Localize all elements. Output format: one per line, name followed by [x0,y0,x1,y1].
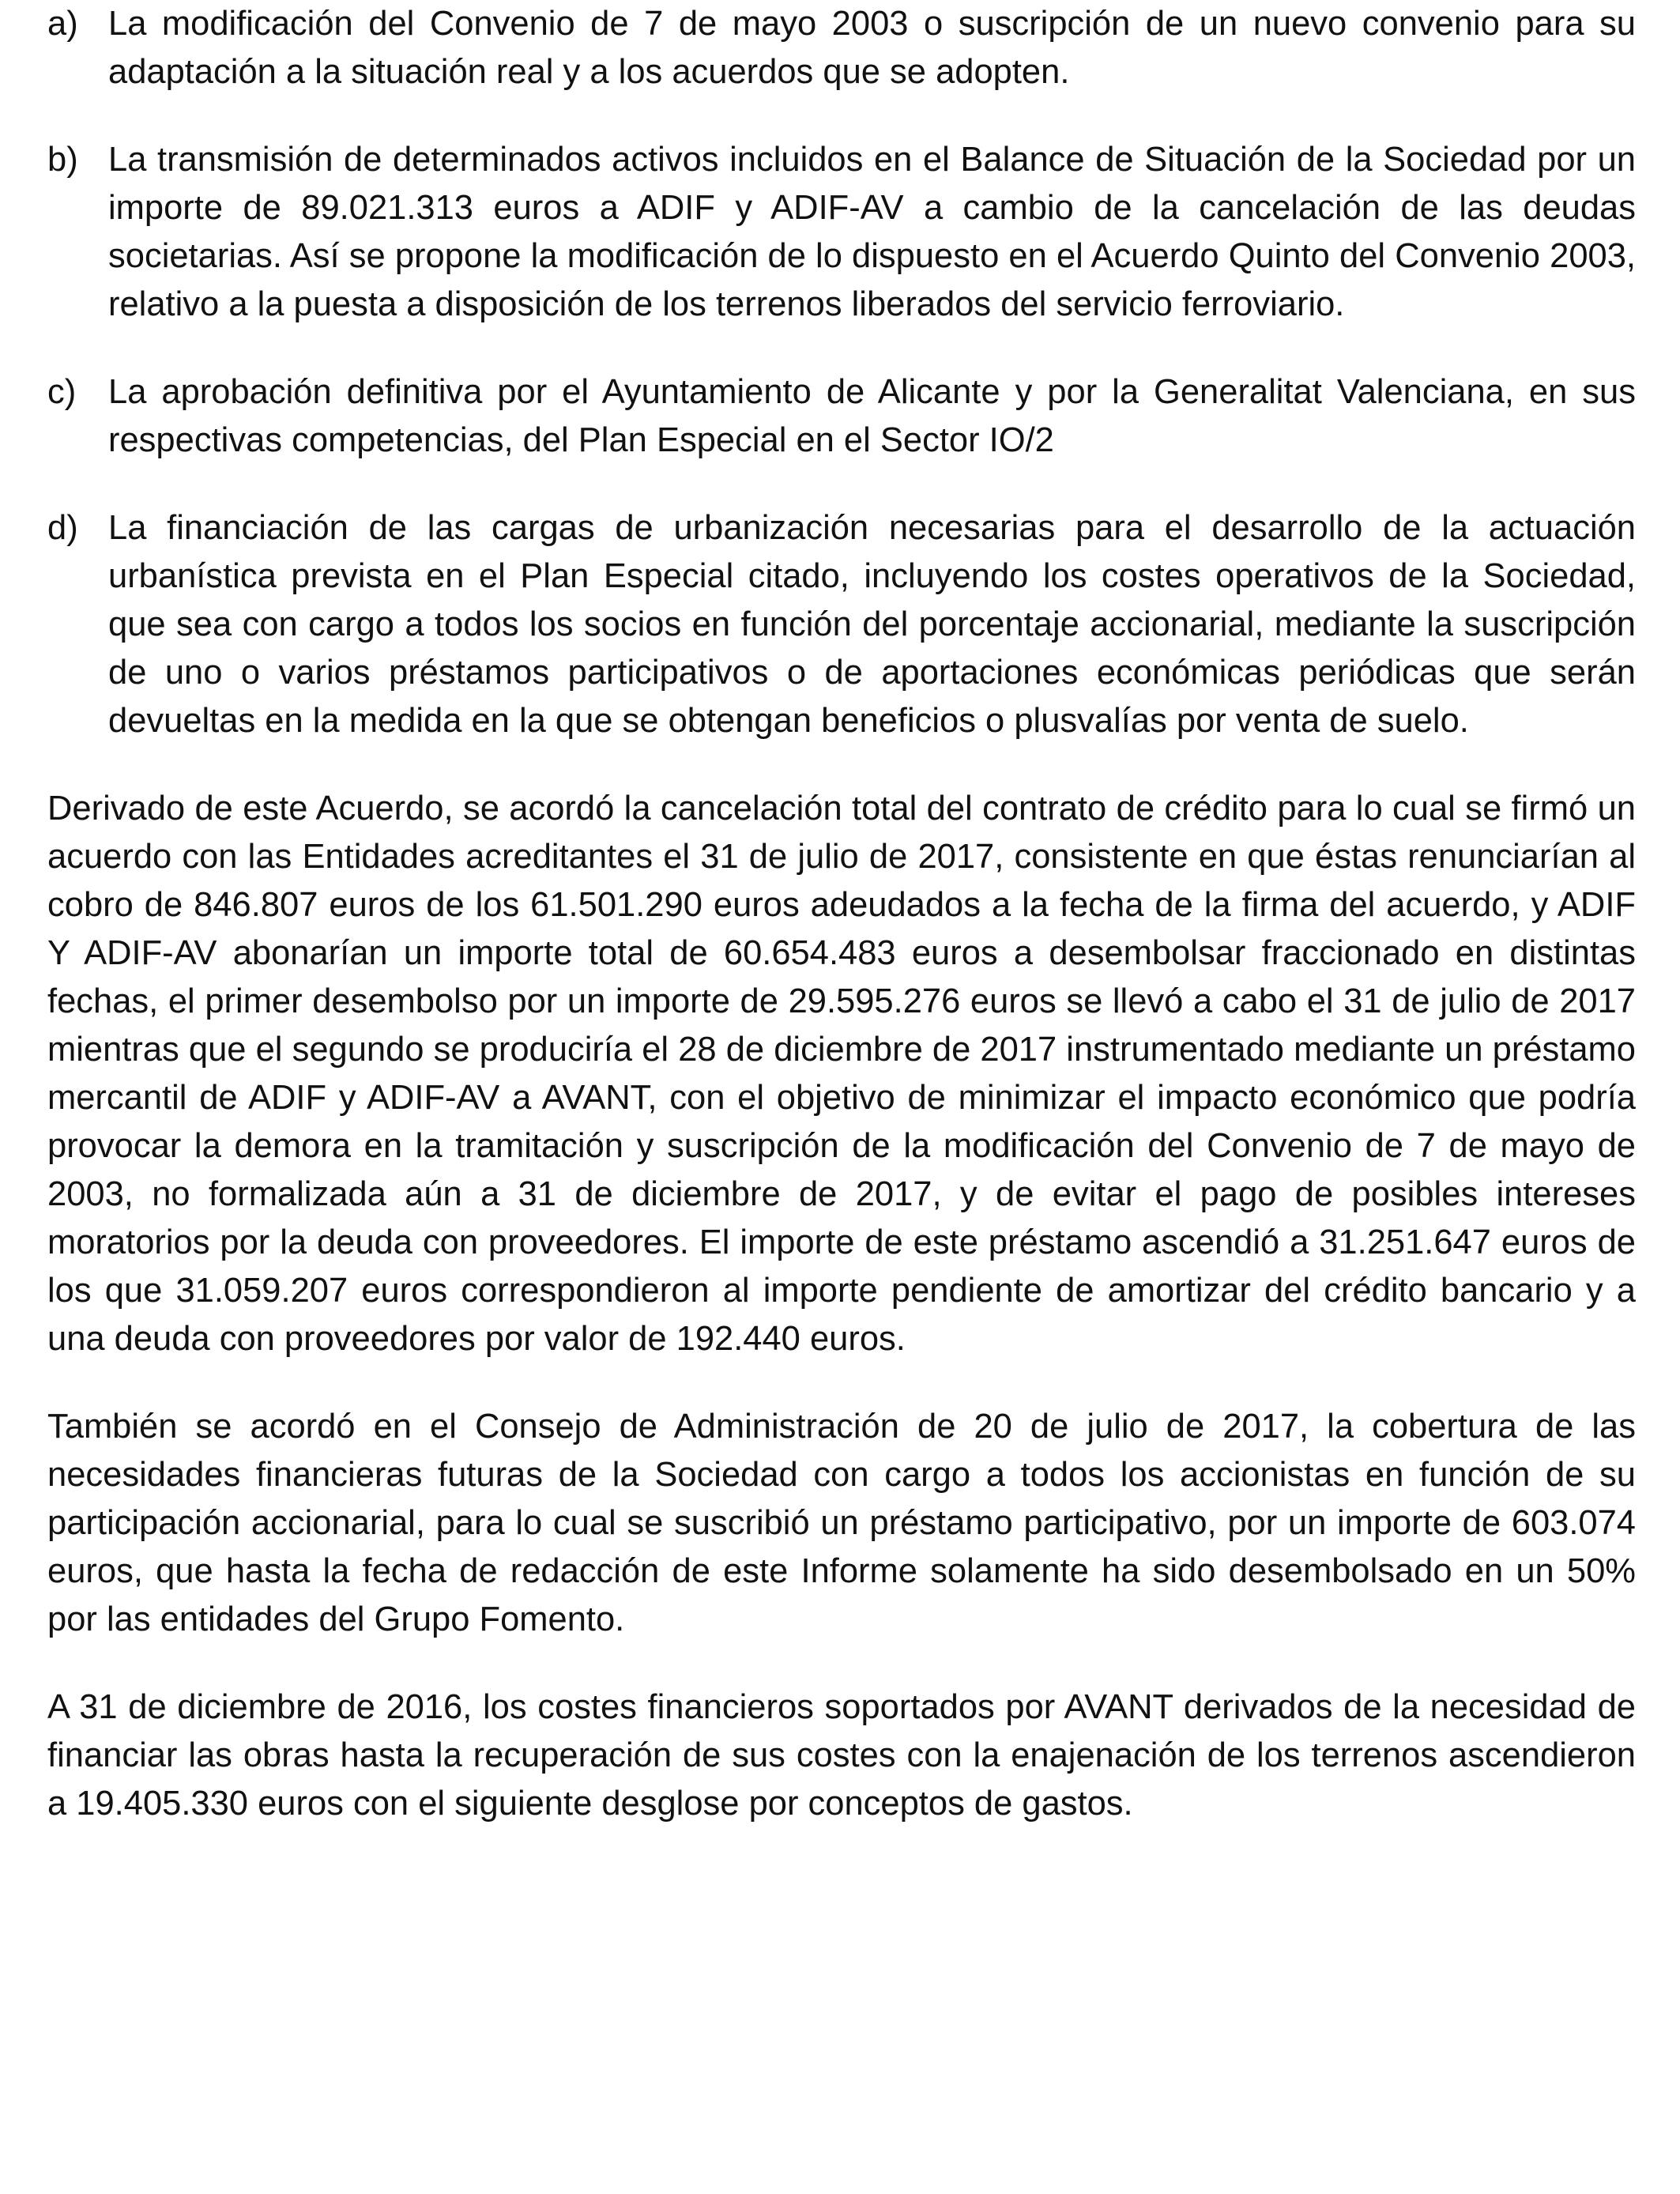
list-item-d [47,504,1636,745]
list-marker: b) [47,141,78,179]
document-page [47,0,1636,1868]
list-item-text: La transmisión de determinados activos incluidos en el Balance de Situación de la Sociedad por un importe de 89.021.313 euros a ADIF y ADIF-AV a cambio de la cancelación de las deudas societarias. Así se propone la modificación de lo dispuesto en el Acuerdo Quinto del Convenio 2003, relativo a la puesta a disposición de los terrenos liberados del servicio ferroviario. [108,141,1636,323]
list-marker: d) [47,509,78,547]
list-item-text: La financiación de las cargas de urbanización necesarias para el desarrollo de la actuación urbanística prevista en el Plan Especial citado, incluyendo los costes operativos de la Sociedad, que sea con cargo a todos los socios en función del porcentaje accionarial, mediante la suscripción de uno o varios préstamos participativos o de aportaciones económicas periódicas que serán devueltas en la medida en la que se obtengan beneficios o plusvalías por venta de suelo. [108,509,1636,740]
list-marker: c) [47,373,77,411]
paragraph-participative-loan: También se acordó en el Consejo de Administración de 20 de julio de 2017, la cobertura de las necesidades financieras futuras de la Sociedad con cargo a todos los accionistas en función de su participación accionarial, para lo cual se suscribió un préstamo participativo, por un importe de 603.074 euros, que hasta la fecha de redacción de este Informe solamente ha sido desembolsado en un 50% por las entidades del Grupo Fomento. [47,1408,1636,1638]
list-item-text: La aprobación definitiva por el Ayuntamiento de Alicante y por la Generalitat Valenciana, en sus respectivas competencias, del Plan Especial en el Sector IO/2 [108,373,1636,459]
list-item-text: La modificación del Convenio de 7 de mayo 2003 o suscripción de un nuevo convenio para su adaptación a la situación real y a los acuerdos que se adopten. [108,5,1636,91]
list-item-c [47,368,1636,465]
list-marker: a) [47,5,78,43]
list-item-a [47,0,1636,96]
list-item-b [47,136,1636,329]
paragraph-credit-cancellation: Derivado de este Acuerdo, se acordó la cancelación total del contrato de crédito para lo cual se firmó un acuerdo con las Entidades acreditantes el 31 de julio de 2017, consistente en que éstas renunciarían al cobro de 846.807 euros de los 61.501.290 euros adeudados a la fecha de la firma del acuerdo, y ADIF Y ADIF-AV abonarían un importe total de 60.654.483 euros a desembolsar fraccionado en distintas fechas, el primer desembolso por un importe de 29.595.276 euros se llevó a cabo el 31 de julio de 2017 mientras que el segundo se produciría el 28 de diciembre de 2017 instrumentado mediante un préstamo mercantil de ADIF y ADIF-AV a AVANT, con el objetivo de minimizar el impacto económico que podría provocar la demora en la tramitación y suscripción de la modificación del Convenio de 7 de mayo de 2003, no formalizada aún a 31 de diciembre de 2017, y de evitar el pago de posibles intereses moratorios por la deuda con proveedores. El importe de este préstamo ascendió a 31.251.647 euros de los que 31.059.207 euros correspondieron al importe pendiente de amortizar del crédito bancario y a una deuda con proveedores por valor de 192.440 euros. [47,790,1636,1358]
paragraph-financial-costs: A 31 de diciembre de 2016, los costes financieros soportados por AVANT derivados de la necesidad de financiar las obras hasta la recuperación de sus costes con la enajenación de los terrenos ascendieron a 19.405.330 euros con el siguiente desglose por conceptos de gastos. [47,1688,1636,1823]
agreement-list [47,0,1636,745]
